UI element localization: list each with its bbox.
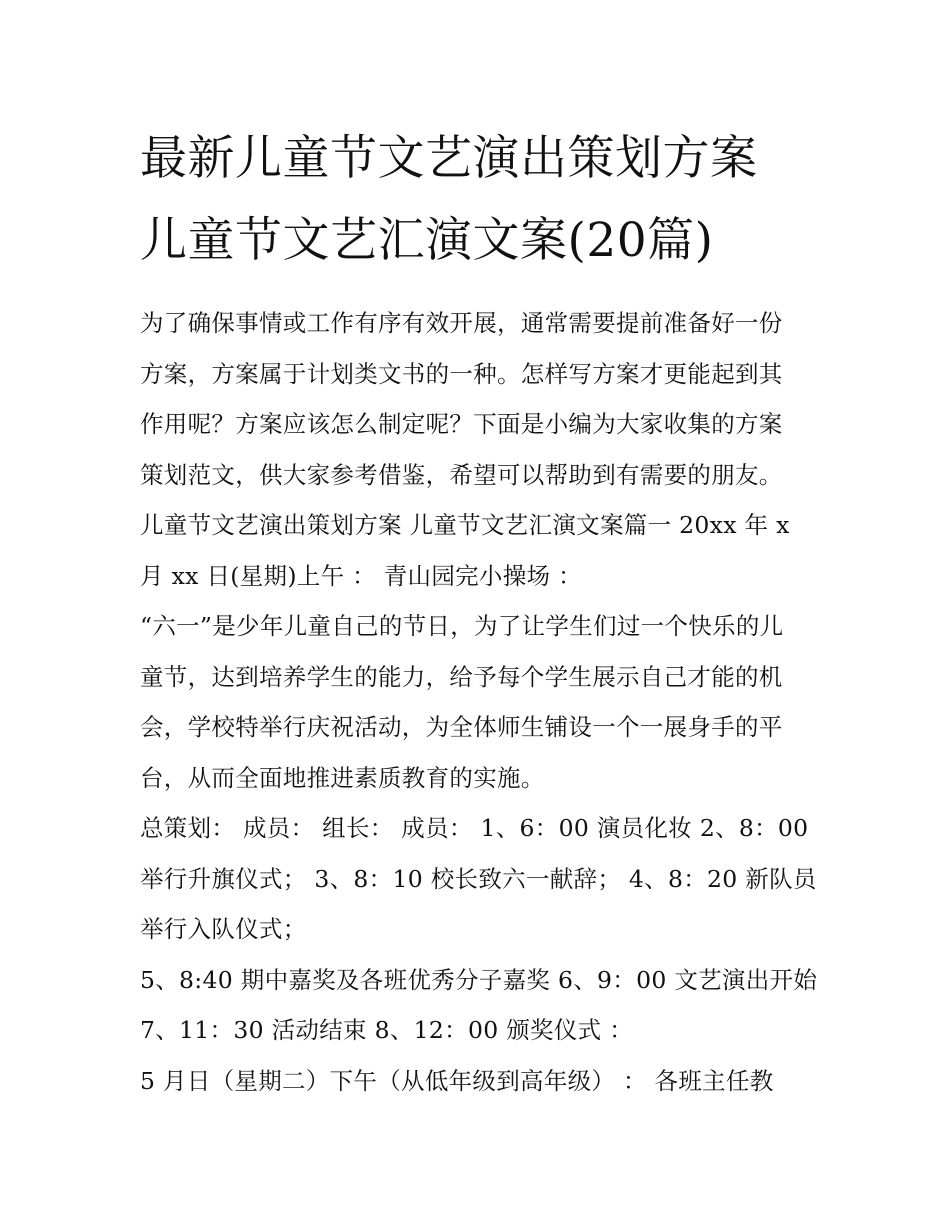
paragraph-line: 总策划： 成员： 组长： 成员： 1、6：00 演员化妆 2、8：00: [140, 814, 809, 842]
paragraph-line: 举行升旗仪式； 3、8：10 校长致六一献辞； 4、8：20 新队员: [140, 864, 817, 893]
paragraph-line: 会，学校特举行庆祝活动，为全体师生铺设一个一展身手的平: [140, 713, 783, 741]
paragraph-line: 儿童节文艺演出策划方案 儿童节文艺汇演文案篇一 20xx 年 x: [140, 511, 790, 539]
document-page: [140, 118, 820, 1106]
paragraph-line: 童节，达到培养学生的能力，给予每个学生展示自己才能的机: [140, 662, 783, 691]
paragraph-line: 方案，方案属于计划类文书的一种。怎样写方案才更能起到其: [140, 359, 783, 388]
title-line-1: 最新儿童节文艺演出策划方案: [140, 131, 758, 186]
paragraph-line: 5 月日（星期二）下午（从低年级到高年级） ： 各班主任教: [140, 1066, 774, 1095]
paragraph-line: 为了确保事情或工作有序有效开展，通常需要提前准备好一份: [140, 309, 783, 337]
paragraph-line: 作用呢？方案应该怎么制定呢？下面是小编为大家收集的方案: [140, 410, 783, 438]
document-title: [140, 118, 820, 282]
paragraph-line: 举行入队仪式；: [140, 915, 307, 943]
title-line-2: 儿童节文艺汇演文案(20篇): [140, 213, 714, 268]
paragraph-line: “六一”是少年儿童自己的节日，为了让学生们过一个快乐的儿: [140, 612, 784, 640]
document-body: [140, 298, 820, 1106]
paragraph-line: 7、11：30 活动结束 8、12：00 颁奖仪式 ：: [140, 1016, 633, 1044]
paragraph-line: 台，从而全面地推进素质教育的实施。: [140, 763, 545, 792]
paragraph-line: 5、8:40 期中嘉奖及各班优秀分子嘉奖 6、9：00 文艺演出开始: [140, 965, 818, 994]
paragraph-line: 策划范文，供大家参考借鉴，希望可以帮助到有需要的朋友。: [140, 460, 783, 489]
paragraph-line: 月 xx 日(星期)上午 ： 青山园完小操场 ：: [140, 561, 582, 590]
